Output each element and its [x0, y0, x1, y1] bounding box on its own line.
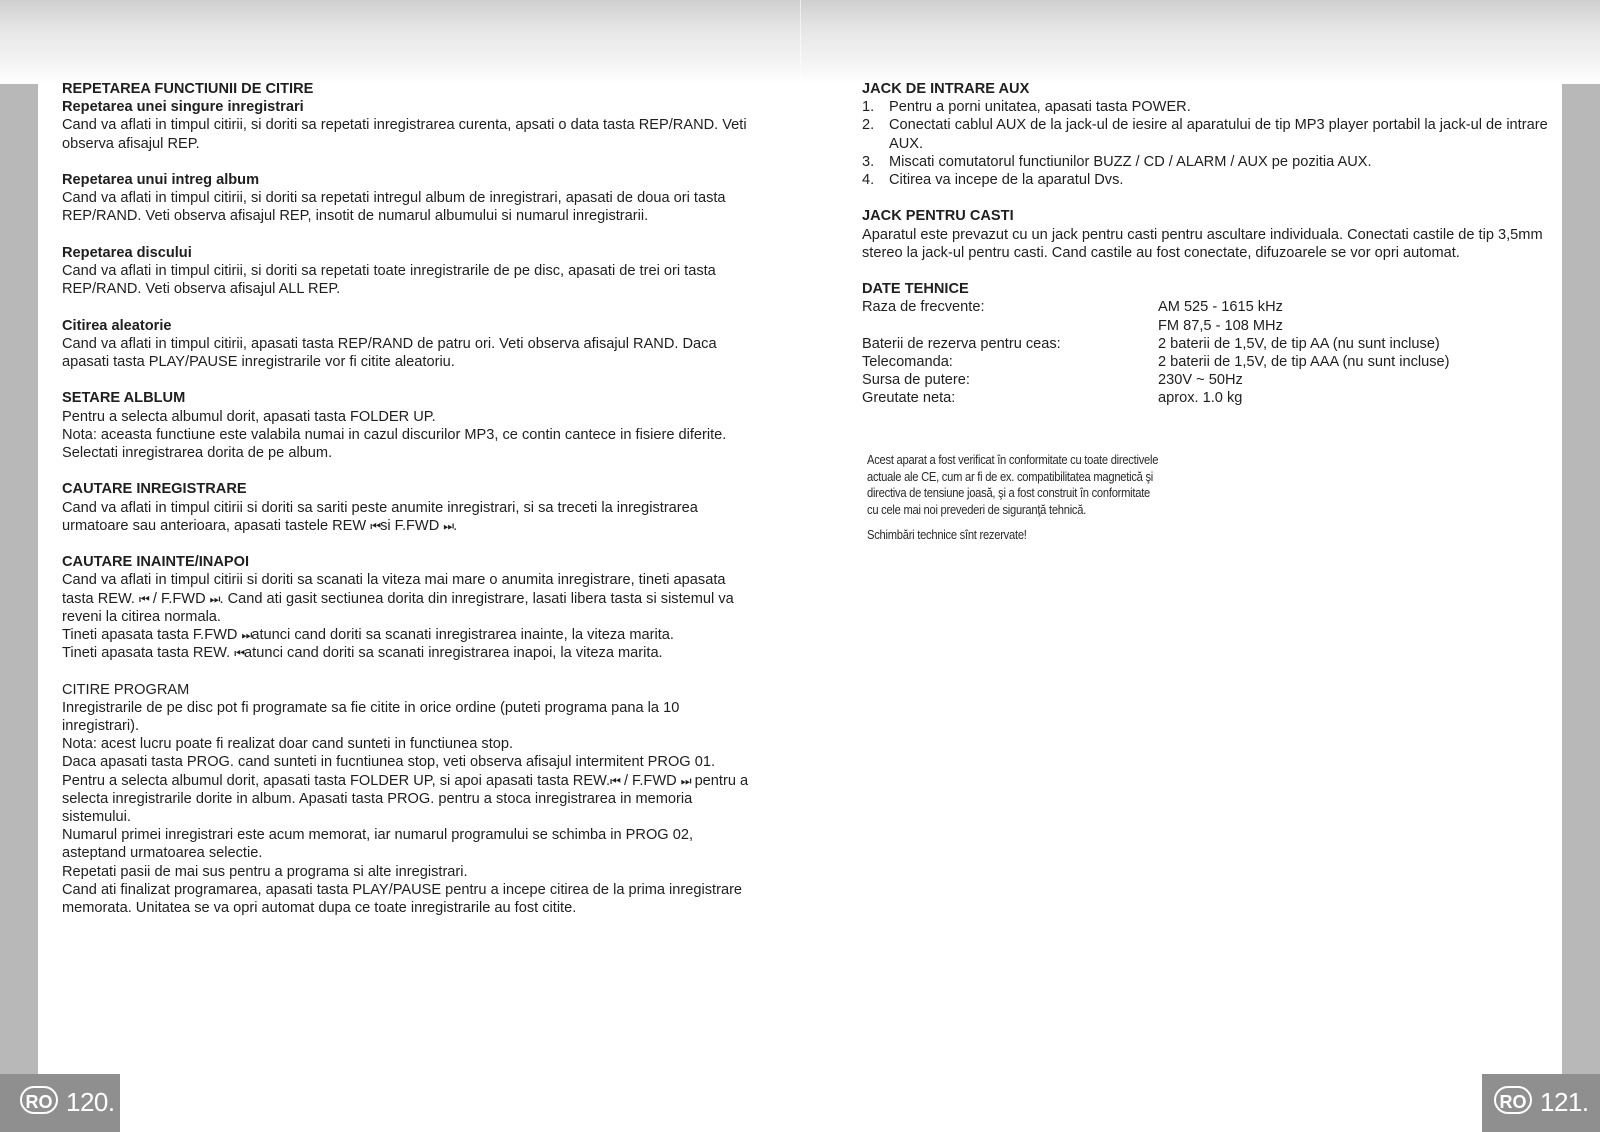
list-item: 2. Conectati cablul AUX de la jack-ul de iesire al aparatului de tip MP3 player portabil la jack-ul de intrare AUX.: [862, 117, 1548, 152]
aux-steps-list: [862, 98, 1552, 189]
next-track-icon: ⏭: [209, 591, 220, 606]
list-item: 4. Citirea va incepe de la aparatul Dvs.: [862, 172, 1124, 189]
header-divider: [800, 0, 801, 84]
section-title: CITIRE PROGRAM: [62, 681, 190, 698]
next-track-icon: ⏭: [443, 518, 454, 533]
paragraph: Pentru a selecta albumul dorit, apasati tasta FOLDER UP.: [62, 408, 436, 425]
spec-label: Raza de frecvente:: [862, 299, 985, 316]
paragraph: Nota: acest lucru poate fi realizat doar cand sunteti in functiunea stop.: [62, 736, 514, 753]
spec-value: aprox. 1.0 kg: [1158, 390, 1243, 407]
paragraph: Daca apasati tasta PROG. cand sunteti in fucntiunea stop, veti observa afisajul intermitent PROG 01.: [62, 754, 715, 771]
previous-track-icon: ⏮: [139, 591, 149, 606]
language-badge: RO: [1494, 1086, 1532, 1114]
paragraph: Cand va aflati in timpul citirii si doriti sa scanati la viteza mai mare o anumita inregistrare, tineti apasata tasta REW. ⏮ / F.FWD ⏭. Cand ati gasit sectiunea dorita din inregistrare, lasati libera tasta si sistemul va reveni la citirea normala.: [62, 572, 734, 625]
right-side-bar: [1562, 84, 1600, 1074]
section-cautare-inainte-inapoi: [62, 553, 752, 662]
technical-changes-note: Schimbări technice sînt rezervate!: [867, 527, 1027, 543]
previous-track-icon: ⏮: [234, 646, 245, 661]
subsection-title: Citirea aleatorie: [62, 317, 172, 334]
subsection-title: Repetarea unei singure inregistrari: [62, 99, 304, 116]
ce-notice-text: Acest aparat a fost verificat în conformitate cu toate directivele actuale ale CE, cum ar fi de ex. compatibilitatea magnetică şi directiva de tensiune joasă, şi a fost construit în conformitate cu cele mai noi prevederi de siguranţă tehnică.: [867, 452, 1159, 517]
paragraph: Pentru a selecta albumul dorit, apasati tasta FOLDER UP, si apoi apasati tasta REW.⏮ / F.FWD ⏭ pentru a selecta inregistrarile dorite in album. Apasati tasta PROG. pentru a stoca inregistrarea in memoria sistemului.: [62, 772, 749, 826]
section-title: DATE TEHNICE: [862, 281, 969, 298]
paragraph: Cand va aflati in timpul citirii, si doriti sa repetati toate inregistrarile de pe disc, apasati de trei ori tasta REP/RAND. Veti observa afisajul ALL REP.: [62, 263, 716, 298]
spec-label: Telecomanda:: [862, 354, 953, 371]
subsection-title: Repetarea discului: [62, 244, 192, 261]
section-citire-aleatorie: [62, 317, 752, 372]
section-cautare-inregistrare: [62, 480, 752, 535]
section-title: CAUTARE INAINTE/INAPOI: [62, 554, 250, 571]
paragraph: Cand va aflati in timpul citirii si doriti sa sariti peste anumite inregistrari, si sa treceti la inregistrarea urmatoare sau anterioara, apasati tastele REW ⏮si F.FWD ⏭.: [62, 499, 698, 534]
paragraph: Tineti apasata tasta REW. ⏮atunci cand doriti sa scanati inregistrarea inapoi, la viteza marita.: [62, 645, 663, 662]
next-track-icon: ⏭: [241, 628, 252, 642]
section-title: JACK PENTRU CASTI: [862, 208, 1014, 225]
section-date-tehnice: [862, 280, 1552, 407]
spec-label: Sursa de putere:: [862, 372, 970, 389]
section-citire-program: [62, 681, 752, 918]
paragraph: Repetati pasii de mai sus pentru a programa si alte inregistrari.: [62, 863, 468, 880]
paragraph: Aparatul este prevazut cu un jack pentru casti pentru ascultare individuala. Conectati castile de tip 3,5mm stereo la jack-ul pentru casti. Cand castile au fost conectate, difuzoarele se vor opri automat.: [862, 226, 1543, 261]
tech-specs-table: [862, 298, 1552, 407]
section-title: JACK DE INTRARE AUX: [862, 81, 1030, 97]
list-item: 3. Miscati comutatorul functiunilor BUZZ / CD / ALARM / AUX pe pozitia AUX.: [862, 153, 1372, 170]
section-jack-aux: [862, 80, 1552, 189]
paragraph: Cand va aflati in timpul citirii, si doriti sa repetati inregistrarea curenta, apsati o data tasta REP/RAND. Veti observa afisajul REP.: [62, 117, 747, 152]
paragraph: Numarul primei inregistrari este acum memorat, iar numarul programului se schimba in PROG 02, asteptand urmatoarea selectie.: [62, 827, 693, 862]
subsection-title: Repetarea unui intreg album: [62, 172, 260, 188]
spec-value: 2 baterii de 1,5V, de tip AA (nu sunt incluse): [1158, 335, 1440, 352]
paragraph: Cand va aflati in timpul citirii, si doriti sa repetati intregul album de inregistrari, apasati de doua ori tasta REP/RAND. Veti observa afisajul REP, insotit de numarul albumului si numarul inregistrarii.: [62, 190, 726, 225]
section-jack-casti: [862, 207, 1552, 262]
page-number: 121.: [1540, 1087, 1589, 1117]
left-side-bar: [0, 84, 38, 1074]
section-repetare-disc: [62, 244, 752, 299]
paragraph: Nota: aceasta functiune este valabila numai in cazul discurilor MP3, ce contin cantece in fisiere diferite. Selectati inregistrarea dorita de pe album.: [62, 426, 727, 461]
spec-value: 230V ~ 50Hz: [1158, 372, 1243, 389]
spec-value: 2 baterii de 1,5V, de tip AAA (nu sunt incluse): [1158, 354, 1450, 371]
ce-compliance-notice: [867, 452, 1159, 544]
paragraph: Inregistrarile de pe disc pot fi programate sa fie citite in orice ordine (puteti programa pana la 10 inregistrari).: [62, 699, 680, 734]
section-title: CAUTARE INREGISTRARE: [62, 481, 247, 498]
left-page-content: [62, 80, 752, 935]
right-page-footer: [1482, 1074, 1600, 1132]
section-repetare: [62, 80, 752, 153]
page-header-band: [0, 0, 1600, 84]
language-badge: RO: [20, 1086, 58, 1114]
spec-label: Greutate neta:: [862, 390, 956, 407]
section-title: SETARE ALBLUM: [62, 390, 186, 407]
previous-track-icon: ⏮: [370, 518, 381, 533]
right-page-content: [862, 80, 1552, 426]
spec-value: AM 525 - 1615 kHz: [1158, 299, 1283, 316]
list-item: 1. Pentru a porni unitatea, apasati tasta POWER.: [862, 99, 1191, 116]
spec-label: [862, 317, 1158, 335]
paragraph: Cand va aflati in timpul citirii, apasati tasta REP/RAND de patru ori. Veti observa afisajul RAND. Daca apasati tasta PLAY/PAUSE inregistrarile vor fi citite aleatoriu.: [62, 335, 717, 370]
next-track-icon: ⏭: [680, 773, 691, 788]
paragraph: Cand ati finalizat programarea, apasati tasta PLAY/PAUSE pentru a incepe citirea de la prima inregistrare memorata. Unitatea se va opri automat dupa ce toate inregistrarile au fost citite.: [62, 881, 743, 917]
section-title: REPETAREA FUNCTIUNII DE CITIRE: [62, 81, 314, 97]
spec-label: Baterii de rezerva pentru ceas:: [862, 335, 1061, 352]
section-setare-album: [62, 389, 752, 462]
previous-track-icon: ⏮: [610, 773, 620, 788]
page-number: 120.: [66, 1087, 115, 1117]
paragraph: Tineti apasata tasta F.FWD ⏭atunci cand doriti sa scanati inregistrarea inainte, la viteza marita.: [62, 627, 674, 643]
section-repetare-album: [62, 171, 752, 226]
spec-value: FM 87,5 - 108 MHz: [1158, 317, 1283, 334]
left-page-footer: [0, 1074, 120, 1132]
